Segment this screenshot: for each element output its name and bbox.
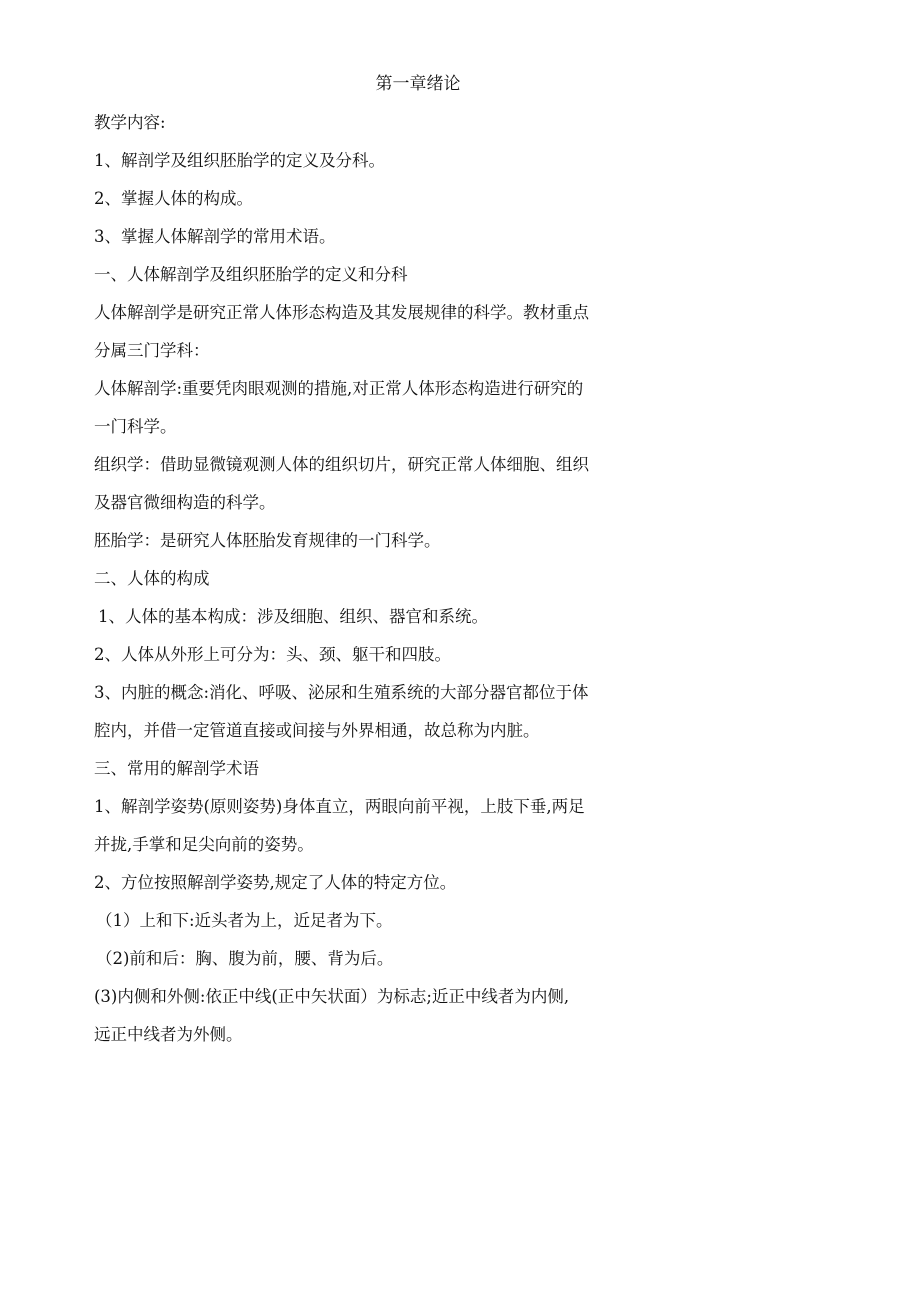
section-2-heading: 二、人体的构成: [94, 569, 210, 588]
paragraph-line: 腔内，并借一定管道直接或间接与外界相通，故总称为内脏。: [94, 721, 540, 740]
paragraph-line: 人体解剖学:重要凭肉眼观测的措施,对正常人体形态构造进行研究的: [94, 379, 584, 398]
content-item-2: 2、掌握人体的构成。: [94, 189, 253, 208]
paragraph-line: 3、内脏的概念:消化、呼吸、泌尿和生殖系统的大部分器官都位于体: [94, 683, 589, 702]
teaching-content-heading: 教学内容:: [94, 113, 166, 132]
paragraph-line: 分属三门学科：: [94, 341, 210, 360]
document-body: [94, 111, 654, 1061]
paragraph-line: 远正中线者为外侧。: [94, 1025, 243, 1044]
section-1-heading: 一、人体解剖学及组织胚胎学的定义和分科: [94, 265, 408, 284]
chapter-title: 第一章绪论: [375, 74, 461, 94]
paragraph-line: (3)内侧和外侧:依正中线(正中矢状面）为标志;近正中线者为内侧,: [94, 987, 570, 1006]
section-3-heading: 三、常用的解剖学术语: [94, 759, 259, 778]
paragraph-line: 一门科学。: [94, 417, 177, 436]
paragraph-line: （1）上和下:近头者为上，近足者为下。: [96, 911, 393, 930]
paragraph-line: 1、人体的基本构成：涉及细胞、组织、器官和系统。: [98, 607, 488, 626]
paragraph-line: 及器官微细构造的科学。: [94, 493, 276, 512]
paragraph-line: 胚胎学：是研究人体胚胎发育规律的一门科学。: [94, 531, 441, 550]
content-item-1: 1、解剖学及组织胚胎学的定义及分科。: [94, 151, 385, 170]
content-item-3: 3、掌握人体解剖学的常用术语。: [94, 227, 336, 246]
paragraph-line: 人体解剖学是研究正常人体形态构造及其发展规律的科学。教材重点: [94, 303, 589, 322]
paragraph-line: 2、人体从外形上可分为：头、颈、躯干和四肢。: [94, 645, 451, 664]
paragraph-line: 组织学：借助显微镜观测人体的组织切片，研究正常人体细胞、组织: [94, 455, 589, 474]
paragraph-line: 1、解剖学姿势(原则姿势)身体直立，两眼向前平视，上肢下垂,两足: [94, 797, 585, 816]
paragraph-line: 2、方位按照解剖学姿势,规定了人体的特定方位。: [94, 873, 457, 892]
paragraph-line: 并拢,手掌和足尖向前的姿势。: [94, 835, 314, 854]
paragraph-line: （2)前和后：胸、腹为前，腰、背为后。: [96, 949, 394, 968]
